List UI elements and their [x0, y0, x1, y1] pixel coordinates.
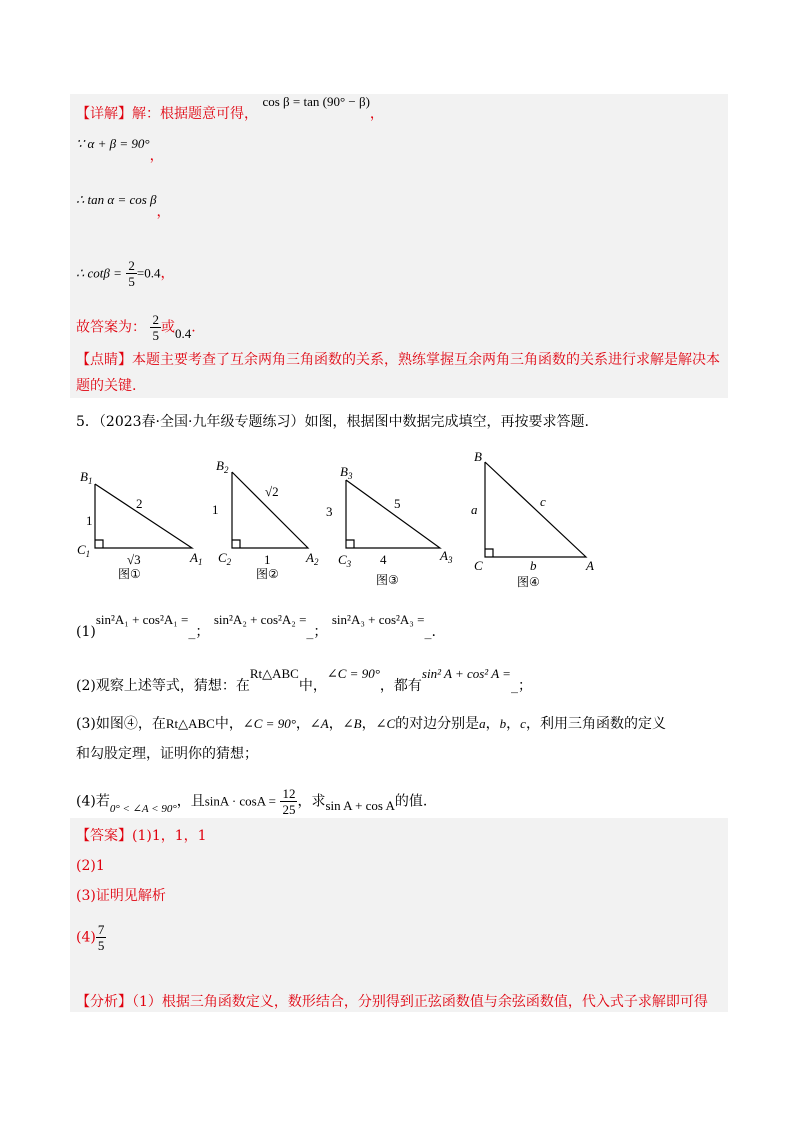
equation-cos-tan: cos β = tan (90° − β) — [262, 94, 370, 109]
fraction-12-25: $\frac{12}{25}$ — [282, 786, 296, 817]
detail-text: 解：根据题意可得， — [132, 106, 258, 122]
comment-text-1: 本题主要考查了互余两角三角函数的关系，熟练掌握互余两角三角函数的关系进行求解是解决本 — [132, 352, 720, 368]
fig1-vertex-c: $C_1$ — [77, 542, 91, 559]
comment-line-1 — [76, 350, 720, 370]
fig3-hypotenuse: 5 — [394, 496, 401, 511]
part1-eq1: sin²A₁ + cos²A₁ = — [95, 612, 189, 627]
equation-line-3: ∴ tan α = cos β， — [76, 192, 171, 220]
fig4-caption: 图④ — [517, 575, 540, 589]
fig2-hypotenuse: √2 — [265, 484, 279, 499]
part1-eq3: sin²A₃ + cos²A₃ = — [331, 612, 425, 627]
answer-fraction: $\frac{2}{5}$ — [152, 312, 159, 343]
fig4-vertex-a: A — [586, 558, 594, 573]
fig3-vertex-b: $B_3$ — [340, 464, 353, 481]
fig1-vertex-a: $A_1$ — [190, 550, 203, 567]
triangle-figures — [70, 444, 630, 594]
answer-block-q5 — [70, 818, 728, 1012]
part-4: (4)若$_{0^\circ < \angle A < 90^\circ}$，且sinA · cosA = $\frac{12}{25}$ ，求sin A + cos A的值. — [76, 786, 428, 817]
part-3-line-1: (3)如图④，在Rt△ABC中，∠C = 90°，∠A，∠B，∠C的对边分别是a，b，c，利用三角函数的定义 — [76, 716, 666, 732]
fig3-vertex-c: $C_3$ — [338, 552, 352, 569]
fig4-base-b: b — [530, 558, 537, 573]
fig2-leg: 1 — [212, 502, 219, 517]
analysis-label: 【分析】 — [76, 994, 132, 1010]
fig4-hyp-c: c — [540, 494, 546, 509]
answer-prefix: 故答案为： — [76, 319, 146, 336]
fig3-leg: 3 — [326, 504, 333, 519]
question-source: （2023春·全国·九年级专题练习）如图，根据图中数据完成填空，再按要求答题. — [98, 414, 589, 430]
fraction-7-5: $\frac{7}{5}$ — [97, 922, 105, 953]
equation-line-4: ∴ cotβ = $\frac{2}{5}$ =0.4， — [76, 258, 175, 289]
answer-line-q4: 故答案为： $\frac{2}{5}$ 或0.4. — [76, 312, 196, 343]
answer-line-4: (4) $\frac{7}{5}$ — [76, 922, 105, 953]
equation-line-2: ∵ α + β = 90°， — [76, 136, 164, 164]
fig2-vertex-c: $C_2$ — [218, 550, 232, 567]
fig1-leg: 1 — [86, 513, 93, 528]
part-1: (1)sin²A₁ + cos²A₁ =_； sin²A₂ + cos²A₂ =_； sin²A₃ + cos²A₃ =_. — [76, 612, 436, 640]
detail-line: 【详解】解：根据题意可得， cos β = tan (90° − β)， — [76, 94, 384, 122]
fig4-leg-a: a — [471, 502, 478, 517]
part-3-line-2: 和勾股定理，证明你的猜想； — [76, 746, 258, 762]
fig1-hypotenuse: 2 — [136, 496, 143, 511]
comment-line-2 — [76, 376, 136, 396]
answer-label: 【答案】 — [76, 828, 132, 844]
equation-cot-prefix: ∴ cotβ = — [76, 265, 122, 281]
triangle-4 — [485, 462, 586, 557]
answer-line-1: 【答案】(1)1，1，1 — [76, 828, 207, 844]
question-number: 5． — [76, 414, 99, 430]
fig1-vertex-b: $B_1$ — [80, 469, 93, 486]
fig3-caption: 图③ — [376, 573, 399, 587]
equation-alpha-beta: ∵ α + β = 90° — [76, 136, 150, 151]
fig1-caption: 图① — [118, 567, 141, 581]
fig2-vertex-a: $A_2$ — [306, 550, 319, 567]
question-5-title — [76, 412, 589, 432]
fraction-two-fifths: $\frac{2}{5}$ — [128, 258, 135, 289]
fig4-vertex-c: C — [474, 558, 483, 573]
fig1-base: √3 — [127, 552, 141, 567]
fig2-caption: 图② — [256, 567, 279, 581]
analysis-text: （1）根据三角函数定义，数形结合，分别得到正弦函数值与余弦函数值，代入式子求解即可得 — [132, 994, 708, 1010]
equation-tan-cos: ∴ tan α = cos β — [76, 192, 157, 207]
fig3-vertex-a: $A_3$ — [440, 548, 453, 565]
answer-line-2: (2)1 — [76, 858, 105, 874]
comment-text-2: 题的关键. — [76, 378, 137, 394]
fig4-vertex-b: B — [474, 449, 482, 464]
part1-eq2: sin²A₂ + cos²A₂ = — [213, 612, 307, 627]
detail-label: 【详解】 — [76, 106, 132, 122]
analysis-line — [76, 992, 708, 1012]
fig3-base: 4 — [380, 552, 387, 567]
answer-line-3: (3)证明见解析 — [76, 888, 166, 904]
comment-label: 【点睛】 — [76, 352, 132, 368]
part-2: (2)观察上述等式，猜想：在Rt△ABC中，∠C = 90°，都有sin² A + cos² A =_； — [76, 666, 532, 694]
triangle-3 — [346, 480, 440, 548]
triangle-1 — [95, 484, 192, 548]
fig2-base: 1 — [264, 552, 271, 567]
fig2-vertex-b: $B_2$ — [216, 458, 229, 475]
